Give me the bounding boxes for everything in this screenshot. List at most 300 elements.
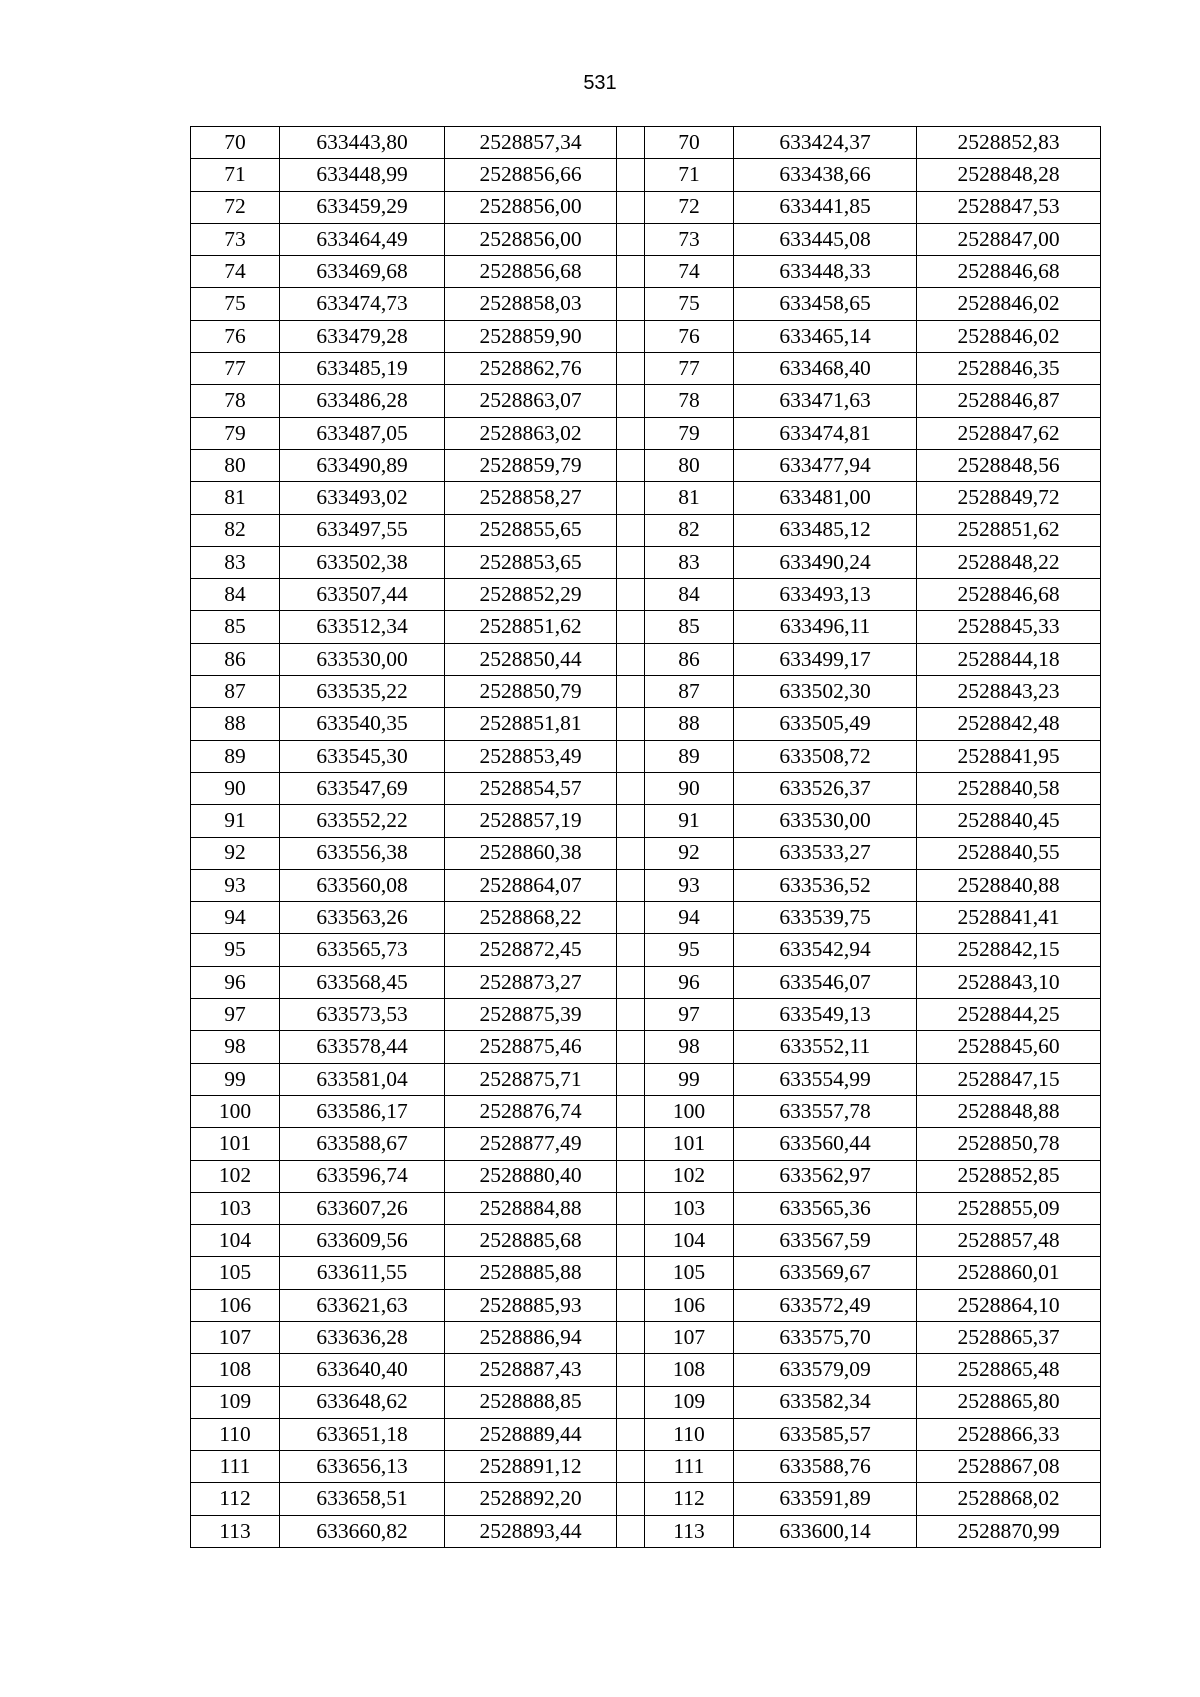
y-coordinate-left: 2528856,66 [445, 159, 617, 191]
y-coordinate-left: 2528851,62 [445, 611, 617, 643]
x-coordinate-right: 633485,12 [734, 514, 917, 546]
x-coordinate-right: 633508,72 [734, 740, 917, 772]
point-number-left: 103 [191, 1192, 280, 1224]
x-coordinate-left: 633636,28 [280, 1321, 445, 1353]
x-coordinate-right: 633600,14 [734, 1515, 917, 1547]
point-number-right: 87 [645, 676, 734, 708]
y-coordinate-right: 2528865,80 [917, 1386, 1101, 1418]
x-coordinate-left: 633469,68 [280, 256, 445, 288]
separator-cell [617, 1031, 645, 1063]
y-coordinate-left: 2528858,03 [445, 288, 617, 320]
table-row [191, 288, 1101, 320]
point-number-right: 96 [645, 966, 734, 998]
y-coordinate-right: 2528847,00 [917, 223, 1101, 255]
x-coordinate-right: 633465,14 [734, 320, 917, 352]
point-number-right: 95 [645, 934, 734, 966]
table-row [191, 1031, 1101, 1063]
point-number-left: 107 [191, 1321, 280, 1353]
separator-cell [617, 611, 645, 643]
y-coordinate-right: 2528848,28 [917, 159, 1101, 191]
y-coordinate-right: 2528870,99 [917, 1515, 1101, 1547]
point-number-right: 105 [645, 1257, 734, 1289]
x-coordinate-right: 633477,94 [734, 449, 917, 481]
point-number-right: 93 [645, 869, 734, 901]
x-coordinate-right: 633481,00 [734, 482, 917, 514]
x-coordinate-left: 633448,99 [280, 159, 445, 191]
separator-cell [617, 805, 645, 837]
point-number-left: 96 [191, 966, 280, 998]
y-coordinate-left: 2528885,88 [445, 1257, 617, 1289]
y-coordinate-left: 2528850,79 [445, 676, 617, 708]
point-number-left: 78 [191, 385, 280, 417]
x-coordinate-right: 633567,59 [734, 1225, 917, 1257]
x-coordinate-right: 633565,36 [734, 1192, 917, 1224]
table-row [191, 1063, 1101, 1095]
y-coordinate-left: 2528885,68 [445, 1225, 617, 1257]
point-number-right: 81 [645, 482, 734, 514]
separator-cell [617, 1289, 645, 1321]
y-coordinate-left: 2528875,46 [445, 1031, 617, 1063]
y-coordinate-right: 2528868,02 [917, 1483, 1101, 1515]
y-coordinate-left: 2528854,57 [445, 772, 617, 804]
y-coordinate-right: 2528845,60 [917, 1031, 1101, 1063]
separator-cell [617, 1354, 645, 1386]
x-coordinate-left: 633640,40 [280, 1354, 445, 1386]
x-coordinate-left: 633490,89 [280, 449, 445, 481]
separator-cell [617, 1063, 645, 1095]
point-number-right: 83 [645, 546, 734, 578]
separator-cell [617, 417, 645, 449]
table-row [191, 417, 1101, 449]
table-row [191, 223, 1101, 255]
point-number-left: 90 [191, 772, 280, 804]
x-coordinate-left: 633502,38 [280, 546, 445, 578]
point-number-right: 107 [645, 1321, 734, 1353]
separator-cell [617, 740, 645, 772]
x-coordinate-right: 633424,37 [734, 127, 917, 159]
y-coordinate-left: 2528875,39 [445, 999, 617, 1031]
y-coordinate-right: 2528852,85 [917, 1160, 1101, 1192]
point-number-right: 80 [645, 449, 734, 481]
y-coordinate-right: 2528852,83 [917, 127, 1101, 159]
y-coordinate-left: 2528850,44 [445, 643, 617, 675]
separator-cell [617, 869, 645, 901]
y-coordinate-left: 2528859,90 [445, 320, 617, 352]
point-number-right: 108 [645, 1354, 734, 1386]
table-row [191, 740, 1101, 772]
y-coordinate-right: 2528855,09 [917, 1192, 1101, 1224]
point-number-right: 70 [645, 127, 734, 159]
x-coordinate-left: 633611,55 [280, 1257, 445, 1289]
y-coordinate-left: 2528860,38 [445, 837, 617, 869]
point-number-right: 86 [645, 643, 734, 675]
point-number-right: 102 [645, 1160, 734, 1192]
table-row [191, 999, 1101, 1031]
page-number: 531 [583, 72, 617, 94]
y-coordinate-left: 2528868,22 [445, 902, 617, 934]
separator-cell [617, 191, 645, 223]
y-coordinate-left: 2528892,20 [445, 1483, 617, 1515]
x-coordinate-left: 633545,30 [280, 740, 445, 772]
y-coordinate-right: 2528860,01 [917, 1257, 1101, 1289]
y-coordinate-left: 2528856,68 [445, 256, 617, 288]
point-number-right: 94 [645, 902, 734, 934]
y-coordinate-left: 2528851,81 [445, 708, 617, 740]
y-coordinate-right: 2528857,48 [917, 1225, 1101, 1257]
separator-cell [617, 1257, 645, 1289]
table-row [191, 191, 1101, 223]
point-number-left: 72 [191, 191, 280, 223]
y-coordinate-left: 2528893,44 [445, 1515, 617, 1547]
y-coordinate-left: 2528856,00 [445, 223, 617, 255]
table-row [191, 708, 1101, 740]
point-number-left: 87 [191, 676, 280, 708]
point-number-left: 75 [191, 288, 280, 320]
y-coordinate-left: 2528880,40 [445, 1160, 617, 1192]
y-coordinate-right: 2528846,68 [917, 256, 1101, 288]
x-coordinate-right: 633552,11 [734, 1031, 917, 1063]
point-number-right: 98 [645, 1031, 734, 1063]
x-coordinate-left: 633578,44 [280, 1031, 445, 1063]
point-number-right: 82 [645, 514, 734, 546]
separator-cell [617, 288, 645, 320]
separator-cell [617, 1321, 645, 1353]
y-coordinate-right: 2528846,68 [917, 579, 1101, 611]
y-coordinate-right: 2528847,62 [917, 417, 1101, 449]
point-number-left: 88 [191, 708, 280, 740]
x-coordinate-left: 633607,26 [280, 1192, 445, 1224]
table-row [191, 1386, 1101, 1418]
coordinates-table [190, 126, 1101, 1548]
point-number-left: 71 [191, 159, 280, 191]
x-coordinate-right: 633468,40 [734, 353, 917, 385]
point-number-left: 91 [191, 805, 280, 837]
y-coordinate-right: 2528843,23 [917, 676, 1101, 708]
point-number-left: 101 [191, 1128, 280, 1160]
y-coordinate-left: 2528885,93 [445, 1289, 617, 1321]
table-row [191, 127, 1101, 159]
x-coordinate-right: 633546,07 [734, 966, 917, 998]
y-coordinate-left: 2528864,07 [445, 869, 617, 901]
separator-cell [617, 514, 645, 546]
x-coordinate-right: 633533,27 [734, 837, 917, 869]
separator-cell [617, 1192, 645, 1224]
point-number-left: 100 [191, 1095, 280, 1127]
table-row [191, 1321, 1101, 1353]
x-coordinate-right: 633575,70 [734, 1321, 917, 1353]
y-coordinate-right: 2528846,02 [917, 288, 1101, 320]
table-row [191, 449, 1101, 481]
y-coordinate-right: 2528846,35 [917, 353, 1101, 385]
separator-cell [617, 320, 645, 352]
table-row [191, 772, 1101, 804]
table-row [191, 1289, 1101, 1321]
table-row [191, 1451, 1101, 1483]
y-coordinate-right: 2528867,08 [917, 1451, 1101, 1483]
x-coordinate-left: 633540,35 [280, 708, 445, 740]
separator-cell [617, 353, 645, 385]
x-coordinate-left: 633464,49 [280, 223, 445, 255]
y-coordinate-left: 2528857,19 [445, 805, 617, 837]
separator-cell [617, 385, 645, 417]
point-number-right: 111 [645, 1451, 734, 1483]
x-coordinate-left: 633507,44 [280, 579, 445, 611]
y-coordinate-right: 2528840,45 [917, 805, 1101, 837]
point-number-right: 71 [645, 159, 734, 191]
x-coordinate-left: 633563,26 [280, 902, 445, 934]
x-coordinate-right: 633591,89 [734, 1483, 917, 1515]
x-coordinate-right: 633526,37 [734, 772, 917, 804]
x-coordinate-right: 633499,17 [734, 643, 917, 675]
x-coordinate-right: 633582,34 [734, 1386, 917, 1418]
point-number-right: 92 [645, 837, 734, 869]
table-row [191, 869, 1101, 901]
point-number-right: 72 [645, 191, 734, 223]
point-number-left: 111 [191, 1451, 280, 1483]
point-number-left: 79 [191, 417, 280, 449]
table-row [191, 159, 1101, 191]
separator-cell [617, 902, 645, 934]
y-coordinate-left: 2528855,65 [445, 514, 617, 546]
point-number-right: 74 [645, 256, 734, 288]
y-coordinate-right: 2528864,10 [917, 1289, 1101, 1321]
separator-cell [617, 256, 645, 288]
x-coordinate-left: 633530,00 [280, 643, 445, 675]
point-number-right: 90 [645, 772, 734, 804]
separator-cell [617, 934, 645, 966]
y-coordinate-right: 2528843,10 [917, 966, 1101, 998]
point-number-right: 112 [645, 1483, 734, 1515]
x-coordinate-left: 633485,19 [280, 353, 445, 385]
separator-cell [617, 966, 645, 998]
y-coordinate-left: 2528886,94 [445, 1321, 617, 1353]
point-number-left: 93 [191, 869, 280, 901]
y-coordinate-left: 2528872,45 [445, 934, 617, 966]
table-row [191, 1160, 1101, 1192]
y-coordinate-right: 2528844,18 [917, 643, 1101, 675]
x-coordinate-left: 633568,45 [280, 966, 445, 998]
y-coordinate-right: 2528851,62 [917, 514, 1101, 546]
x-coordinate-left: 633565,73 [280, 934, 445, 966]
y-coordinate-left: 2528862,76 [445, 353, 617, 385]
point-number-left: 73 [191, 223, 280, 255]
x-coordinate-right: 633448,33 [734, 256, 917, 288]
x-coordinate-right: 633579,09 [734, 1354, 917, 1386]
x-coordinate-right: 633496,11 [734, 611, 917, 643]
x-coordinate-left: 633487,05 [280, 417, 445, 449]
point-number-left: 95 [191, 934, 280, 966]
y-coordinate-right: 2528849,72 [917, 482, 1101, 514]
point-number-right: 101 [645, 1128, 734, 1160]
y-coordinate-left: 2528853,65 [445, 546, 617, 578]
x-coordinate-right: 633569,67 [734, 1257, 917, 1289]
separator-cell [617, 1225, 645, 1257]
y-coordinate-left: 2528852,29 [445, 579, 617, 611]
point-number-left: 97 [191, 999, 280, 1031]
y-coordinate-left: 2528863,02 [445, 417, 617, 449]
y-coordinate-right: 2528847,53 [917, 191, 1101, 223]
x-coordinate-left: 633651,18 [280, 1418, 445, 1450]
separator-cell [617, 1515, 645, 1547]
point-number-left: 81 [191, 482, 280, 514]
x-coordinate-left: 633479,28 [280, 320, 445, 352]
point-number-left: 104 [191, 1225, 280, 1257]
point-number-left: 105 [191, 1257, 280, 1289]
table-row [191, 1257, 1101, 1289]
x-coordinate-left: 633560,08 [280, 869, 445, 901]
point-number-right: 77 [645, 353, 734, 385]
table-row [191, 1354, 1101, 1386]
separator-cell [617, 837, 645, 869]
table-row [191, 546, 1101, 578]
point-number-left: 113 [191, 1515, 280, 1547]
separator-cell [617, 449, 645, 481]
table-row [191, 1418, 1101, 1450]
y-coordinate-right: 2528840,88 [917, 869, 1101, 901]
point-number-right: 75 [645, 288, 734, 320]
x-coordinate-left: 633609,56 [280, 1225, 445, 1257]
y-coordinate-right: 2528847,15 [917, 1063, 1101, 1095]
point-number-right: 85 [645, 611, 734, 643]
y-coordinate-right: 2528845,33 [917, 611, 1101, 643]
point-number-left: 99 [191, 1063, 280, 1095]
y-coordinate-left: 2528889,44 [445, 1418, 617, 1450]
x-coordinate-right: 633539,75 [734, 902, 917, 934]
x-coordinate-right: 633505,49 [734, 708, 917, 740]
table-row [191, 1192, 1101, 1224]
table-row [191, 676, 1101, 708]
point-number-left: 86 [191, 643, 280, 675]
point-number-left: 80 [191, 449, 280, 481]
separator-cell [617, 1483, 645, 1515]
table-row [191, 320, 1101, 352]
y-coordinate-left: 2528873,27 [445, 966, 617, 998]
point-number-left: 102 [191, 1160, 280, 1192]
separator-cell [617, 579, 645, 611]
x-coordinate-left: 633497,55 [280, 514, 445, 546]
y-coordinate-right: 2528846,87 [917, 385, 1101, 417]
x-coordinate-left: 633658,51 [280, 1483, 445, 1515]
x-coordinate-right: 633445,08 [734, 223, 917, 255]
y-coordinate-right: 2528841,41 [917, 902, 1101, 934]
table-row [191, 837, 1101, 869]
point-number-left: 76 [191, 320, 280, 352]
y-coordinate-right: 2528841,95 [917, 740, 1101, 772]
y-coordinate-right: 2528842,48 [917, 708, 1101, 740]
point-number-right: 113 [645, 1515, 734, 1547]
y-coordinate-right: 2528850,78 [917, 1128, 1101, 1160]
point-number-left: 110 [191, 1418, 280, 1450]
x-coordinate-right: 633441,85 [734, 191, 917, 223]
y-coordinate-right: 2528865,37 [917, 1321, 1101, 1353]
y-coordinate-left: 2528887,43 [445, 1354, 617, 1386]
point-number-right: 103 [645, 1192, 734, 1224]
point-number-right: 78 [645, 385, 734, 417]
table-row [191, 966, 1101, 998]
y-coordinate-left: 2528857,34 [445, 127, 617, 159]
table-row [191, 385, 1101, 417]
y-coordinate-right: 2528848,88 [917, 1095, 1101, 1127]
x-coordinate-left: 633486,28 [280, 385, 445, 417]
table-row [191, 611, 1101, 643]
table-row [191, 1515, 1101, 1547]
separator-cell [617, 1386, 645, 1418]
point-number-right: 99 [645, 1063, 734, 1095]
y-coordinate-left: 2528863,07 [445, 385, 617, 417]
point-number-left: 106 [191, 1289, 280, 1321]
coordinates-table-body [191, 127, 1101, 1548]
y-coordinate-left: 2528884,88 [445, 1192, 617, 1224]
y-coordinate-right: 2528844,25 [917, 999, 1101, 1031]
separator-cell [617, 482, 645, 514]
x-coordinate-left: 633512,34 [280, 611, 445, 643]
separator-cell [617, 223, 645, 255]
y-coordinate-right: 2528848,22 [917, 546, 1101, 578]
table-row [191, 643, 1101, 675]
x-coordinate-right: 633438,66 [734, 159, 917, 191]
y-coordinate-left: 2528876,74 [445, 1095, 617, 1127]
table-row [191, 1483, 1101, 1515]
point-number-right: 97 [645, 999, 734, 1031]
x-coordinate-right: 633493,13 [734, 579, 917, 611]
x-coordinate-right: 633502,30 [734, 676, 917, 708]
point-number-left: 89 [191, 740, 280, 772]
separator-cell [617, 127, 645, 159]
separator-cell [617, 159, 645, 191]
table-row [191, 482, 1101, 514]
point-number-right: 79 [645, 417, 734, 449]
point-number-right: 100 [645, 1095, 734, 1127]
y-coordinate-left: 2528888,85 [445, 1386, 617, 1418]
point-number-left: 85 [191, 611, 280, 643]
y-coordinate-right: 2528865,48 [917, 1354, 1101, 1386]
point-number-right: 76 [645, 320, 734, 352]
point-number-left: 112 [191, 1483, 280, 1515]
y-coordinate-left: 2528853,49 [445, 740, 617, 772]
x-coordinate-right: 633572,49 [734, 1289, 917, 1321]
x-coordinate-right: 633530,00 [734, 805, 917, 837]
table-row [191, 1128, 1101, 1160]
point-number-left: 109 [191, 1386, 280, 1418]
point-number-left: 83 [191, 546, 280, 578]
table-row [191, 579, 1101, 611]
table-row [191, 514, 1101, 546]
x-coordinate-left: 633660,82 [280, 1515, 445, 1547]
y-coordinate-right: 2528866,33 [917, 1418, 1101, 1450]
x-coordinate-right: 633557,78 [734, 1095, 917, 1127]
table-row [191, 353, 1101, 385]
y-coordinate-left: 2528858,27 [445, 482, 617, 514]
separator-cell [617, 676, 645, 708]
x-coordinate-right: 633554,99 [734, 1063, 917, 1095]
x-coordinate-right: 633474,81 [734, 417, 917, 449]
point-number-right: 91 [645, 805, 734, 837]
x-coordinate-left: 633621,63 [280, 1289, 445, 1321]
table-row [191, 1225, 1101, 1257]
point-number-right: 84 [645, 579, 734, 611]
table-row [191, 902, 1101, 934]
x-coordinate-right: 633471,63 [734, 385, 917, 417]
x-coordinate-right: 633585,57 [734, 1418, 917, 1450]
y-coordinate-left: 2528859,79 [445, 449, 617, 481]
x-coordinate-right: 633542,94 [734, 934, 917, 966]
point-number-right: 88 [645, 708, 734, 740]
separator-cell [617, 546, 645, 578]
x-coordinate-right: 633588,76 [734, 1451, 917, 1483]
y-coordinate-left: 2528875,71 [445, 1063, 617, 1095]
point-number-left: 74 [191, 256, 280, 288]
point-number-right: 106 [645, 1289, 734, 1321]
